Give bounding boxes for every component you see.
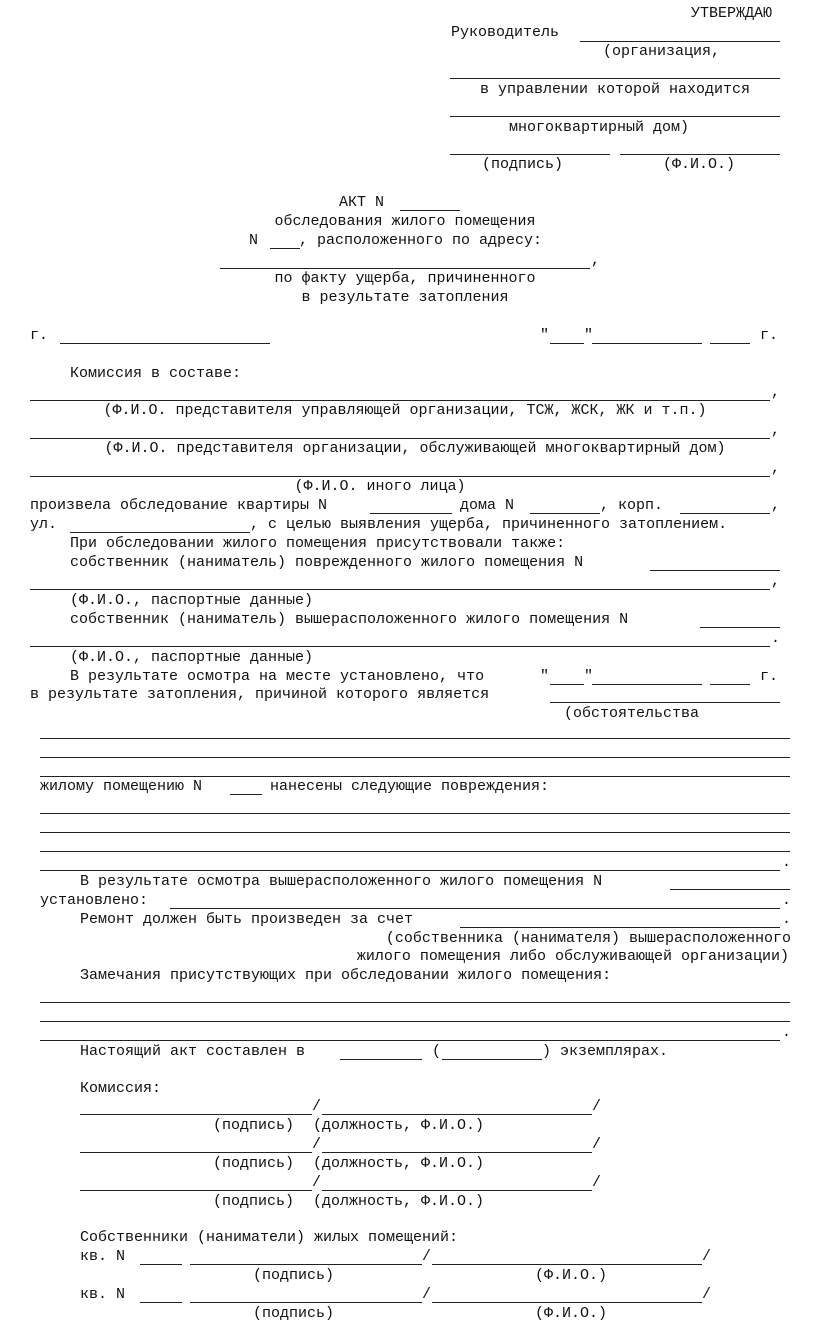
sign2-signature-label: (подпись) (213, 1155, 295, 1172)
sign3-slash-end: / (592, 1174, 602, 1191)
copies-count-line (340, 1059, 422, 1060)
remarks-line1 (40, 1002, 790, 1003)
owner-above-apt-line (700, 627, 780, 628)
damage-suffix: нанесены следующие повреждения: (270, 778, 550, 795)
owner2-fio-label: (Ф.И.О.) (535, 1305, 608, 1322)
owner1-fio-line (432, 1264, 702, 1265)
damage-line4 (40, 870, 780, 871)
established-quote-close: " (584, 668, 594, 685)
owner2-slash-end: / (702, 1286, 712, 1303)
sign3-position-line (322, 1190, 592, 1191)
purpose-label: , с целью выявления ущерба, причиненного затоплением. (250, 516, 728, 533)
house-label: дома N (460, 497, 515, 514)
remarks-line3 (40, 1040, 780, 1041)
period-3: . (782, 892, 792, 909)
sign3-position-label: (должность, Ф.И.О.) (313, 1193, 485, 1210)
remarks-line2 (40, 1021, 790, 1022)
comma-3: , (771, 460, 781, 477)
established-month-line (592, 684, 702, 685)
sign2-position-label: (должность, Ф.И.О.) (313, 1155, 485, 1172)
heading-line4: в результате затопления (301, 289, 509, 306)
period-4: . (782, 911, 792, 928)
commission-member3-line (30, 476, 770, 477)
repair-line (460, 927, 780, 928)
heading-address-comma: , (591, 252, 601, 269)
circumstances-line3 (40, 776, 790, 777)
owner2-signature-label: (подпись) (253, 1305, 335, 1322)
approval-fio-line (620, 154, 780, 155)
owner-above-label: собственник (наниматель) вышерасположенного жилого помещения N (70, 611, 629, 628)
korp-line (680, 513, 770, 514)
copies-paren-open: ( (432, 1043, 442, 1060)
street-line (70, 532, 250, 533)
apt-number-line (370, 513, 452, 514)
copies-suffix: экземплярах. (560, 1043, 669, 1060)
owner1-signature-line (190, 1264, 422, 1265)
circumstances-label: (обстоятельства (564, 705, 700, 722)
date-year-line (710, 343, 750, 344)
owner1-apt-label: кв. N (80, 1248, 126, 1265)
established-year-suffix: г. (760, 668, 779, 685)
cause-label: в результате затопления, причиной которого является (30, 686, 490, 703)
established2-label: установлено: (40, 892, 149, 909)
owner2-fio-line (432, 1302, 702, 1303)
approval-signature-line (450, 154, 610, 155)
present-label: При обследовании жилого помещения присутствовали также: (70, 535, 566, 552)
circumstances-line1 (40, 738, 790, 739)
owners-label: Собственники (наниматели) жилых помещений: (80, 1229, 459, 1246)
owner1-fio-label: (Ф.И.О.) (535, 1267, 608, 1284)
managed-label: в управлении которой находится (480, 81, 751, 98)
owner1-slash: / (422, 1248, 432, 1265)
sign1-line (80, 1114, 312, 1115)
comma-1: , (771, 384, 781, 401)
commission-intro: Комиссия в составе: (70, 365, 242, 382)
sign1-position-label: (должность, Ф.И.О.) (313, 1117, 485, 1134)
period-1: . (771, 630, 781, 647)
city-label: г. (30, 327, 49, 344)
date-quote-close: " (584, 327, 594, 344)
commission-sign-label: Комиссия: (80, 1080, 162, 1097)
established2-line (170, 908, 780, 909)
remarks-label: Замечания присутствующих при обследовании жилого помещения: (80, 967, 612, 984)
damage-line1 (40, 813, 790, 814)
owner1-signature-label: (подпись) (253, 1267, 335, 1284)
owner1-apt-line (140, 1264, 182, 1265)
head-label: Руководитель (451, 24, 560, 41)
established-day-line (550, 684, 584, 685)
heading-apt-line (270, 248, 300, 249)
circumstances-line2 (40, 757, 790, 758)
sign2-line (80, 1152, 312, 1153)
period-5: . (782, 1024, 792, 1041)
damage-line3 (40, 851, 790, 852)
heading-address-line (220, 268, 590, 269)
inspected-apt-label: произвела обследование квартиры N (30, 497, 328, 514)
comma-4: , (771, 497, 781, 514)
established-label: В результате осмотра на месте установлено, что (70, 668, 485, 685)
sign1-slash-end: / (592, 1098, 602, 1115)
cause-line (550, 702, 780, 703)
commission-member1-line (30, 400, 770, 401)
owner-above-line (30, 646, 770, 647)
sign1-position-line (322, 1114, 592, 1115)
heading-address-label: , расположенного по адресу: (299, 232, 543, 249)
sign2-slash: / (312, 1136, 322, 1153)
sign3-signature-label: (подпись) (213, 1193, 295, 1210)
rep-service-label: (Ф.И.О. представителя организации, обслуживающей многоквартирный дом) (104, 440, 726, 457)
date-quote-open: " (540, 327, 550, 344)
heading-line1: обследования жилого помещения (274, 213, 536, 230)
managed-line (450, 116, 780, 117)
comma-2: , (771, 422, 781, 439)
copies-paren-close: ) (542, 1043, 552, 1060)
korp-label: , корп. (600, 497, 664, 514)
owner2-apt-label: кв. N (80, 1286, 126, 1303)
damage-apt-line (230, 794, 262, 795)
street-label: ул. (30, 516, 58, 533)
repair-note1: (собственника (нанимателя) вышерасположенного (385, 930, 791, 947)
copies-words-line (442, 1059, 542, 1060)
comma-5: , (771, 573, 781, 590)
fio-passport-label: (Ф.И.О., паспортные данные) (70, 592, 314, 609)
other-person-label: (Ф.И.О. иного лица) (294, 478, 466, 495)
owner-damaged-apt-line (650, 570, 780, 571)
period-2: . (782, 854, 792, 871)
sign1-slash: / (312, 1098, 322, 1115)
sign2-slash-end: / (592, 1136, 602, 1153)
fio-passport2-label: (Ф.И.О., паспортные данные) (70, 649, 314, 666)
act-number-line (400, 210, 460, 211)
date-month-line (592, 343, 702, 344)
damage-line2 (40, 832, 790, 833)
commission-member2-line (30, 438, 770, 439)
head-name-line (580, 41, 780, 42)
repair-note2: жилого помещения либо обслуживающей организации) (356, 948, 789, 965)
owner2-slash: / (422, 1286, 432, 1303)
heading-n-label: N (249, 232, 259, 249)
copies-label: Настоящий акт составлен в (80, 1043, 306, 1060)
city-line (60, 343, 270, 344)
approval-signature-label: (подпись) (482, 156, 564, 173)
heading-line3: по факту ущерба, причиненного (274, 270, 536, 287)
owner2-signature-line (190, 1302, 422, 1303)
building-label: многоквартирный дом) (509, 119, 690, 136)
damage-label: жилому помещению N (40, 778, 203, 795)
established-year-line (710, 684, 750, 685)
approval-fio-label: (Ф.И.О.) (663, 156, 736, 173)
owner2-apt-line (140, 1302, 182, 1303)
org-label: (организация, (603, 43, 721, 60)
sign2-position-line (322, 1152, 592, 1153)
above-result-label: В результате осмотра вышерасположенного жилого помещения N (80, 873, 603, 890)
rep-mgmt-label: (Ф.И.О. представителя управляющей организации, ТСЖ, ЖСК, ЖК и т.п.) (103, 402, 707, 419)
house-number-line (530, 513, 600, 514)
sign3-slash: / (312, 1174, 322, 1191)
approval-title: УТВЕРЖДАЮ (691, 5, 773, 22)
date-day-line (550, 343, 584, 344)
sign3-line (80, 1190, 312, 1191)
owner-damaged-label: собственник (наниматель) поврежденного жилого помещения N (70, 554, 584, 571)
established-quote-open: " (540, 668, 550, 685)
owner-damaged-line (30, 589, 770, 590)
owner1-slash-end: / (702, 1248, 712, 1265)
act-number-label: АКТ N (339, 194, 385, 211)
org-line (450, 78, 780, 79)
above-apt-line (670, 889, 790, 890)
sign1-signature-label: (подпись) (213, 1117, 295, 1134)
date-year-suffix: г. (760, 327, 779, 344)
repair-label: Ремонт должен быть произведен за счет (80, 911, 414, 928)
